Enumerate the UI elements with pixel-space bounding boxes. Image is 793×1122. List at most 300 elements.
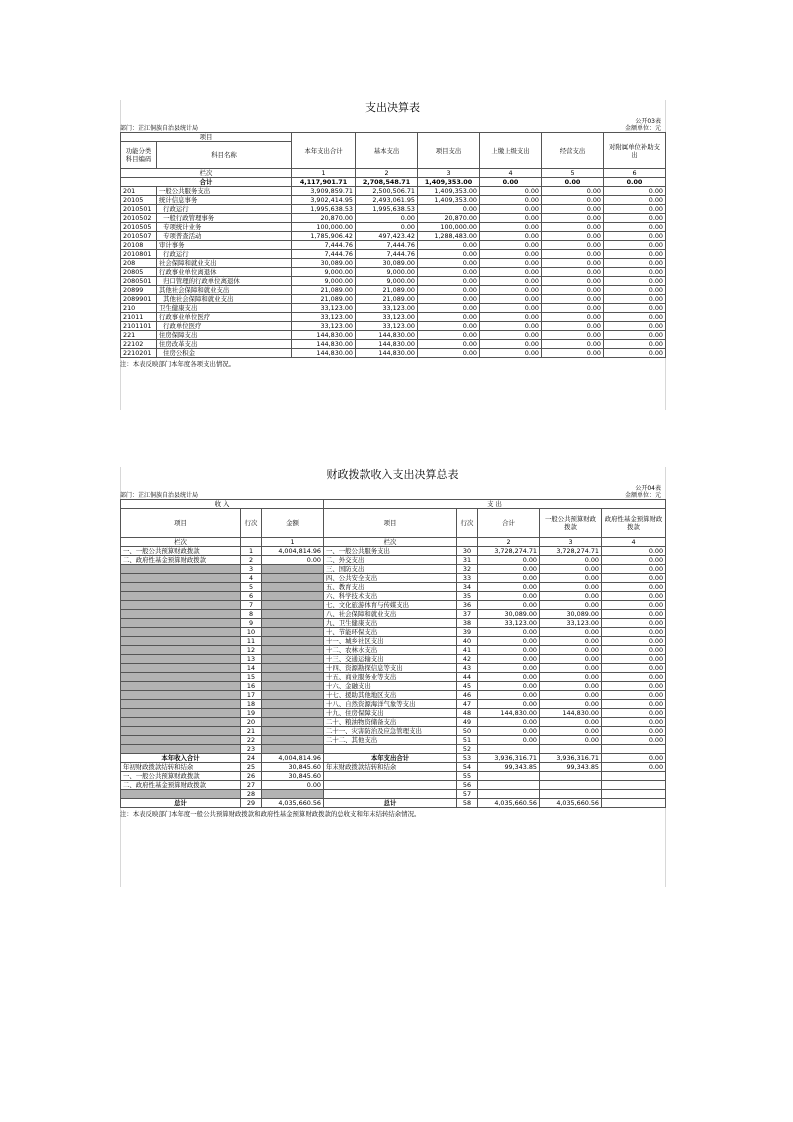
- income-item: [121, 646, 241, 655]
- table-row: [121, 250, 666, 259]
- row-value: 0.00: [542, 286, 604, 295]
- row-value: 1,409,353.00: [418, 187, 480, 196]
- expense-fund: 0.00: [602, 646, 666, 655]
- row-value: 0.00: [418, 304, 480, 313]
- row-value: 1,995,638.53: [356, 205, 418, 214]
- total-value: 0.00: [604, 178, 666, 187]
- total-label: 合计: [121, 178, 292, 187]
- expense-general: 33,123.00: [540, 619, 602, 628]
- row-value: 497,423.42: [356, 232, 418, 241]
- row-value: 7,444.76: [356, 250, 418, 259]
- row-code: 2010502: [121, 214, 157, 223]
- header-line: 行次: [457, 509, 478, 538]
- row-value: 0.00: [418, 259, 480, 268]
- expense-fund: 0.00: [602, 709, 666, 718]
- col-number: 2: [356, 169, 418, 178]
- income-item: 本年收入合计: [121, 754, 241, 763]
- row-value: 0.00: [542, 232, 604, 241]
- table-row: [121, 781, 666, 790]
- expense-general: [540, 781, 602, 790]
- expense-general: 3,728,274.71: [540, 547, 602, 556]
- lanci-label: 栏次: [121, 169, 292, 178]
- expense-total: 0.00: [478, 682, 540, 691]
- income-amount: 0.00: [262, 556, 324, 565]
- expense-total: 4,035,660.56: [478, 799, 540, 808]
- expense-total: 0.00: [478, 574, 540, 583]
- row-name: 归口管理的行政单位离退休: [157, 277, 292, 286]
- row-value: 0.00: [480, 250, 542, 259]
- table-row: [121, 313, 666, 322]
- row-value: 0.00: [480, 313, 542, 322]
- table-row: [121, 268, 666, 277]
- income-item: [121, 610, 241, 619]
- expense-header: 支 出: [324, 500, 666, 509]
- income-item: [121, 583, 241, 592]
- line-number: 8: [241, 610, 262, 619]
- table-row: [121, 592, 666, 601]
- expense-general: 3,936,316.71: [540, 754, 602, 763]
- header-item: 项目: [121, 509, 241, 538]
- line-number: 45: [457, 682, 478, 691]
- row-value: 33,123.00: [292, 304, 356, 313]
- income-item: [121, 691, 241, 700]
- line-number: 18: [241, 700, 262, 709]
- row-value: 144,830.00: [356, 349, 418, 358]
- expense-item: 十、节能环保支出: [324, 628, 457, 637]
- row-code: 2101101: [121, 322, 157, 331]
- income-amount: 4,004,814.96: [262, 547, 324, 556]
- total-value: 0.00: [542, 178, 604, 187]
- income-amount: 30,845.60: [262, 763, 324, 772]
- line-number: 42: [457, 655, 478, 664]
- expense-item: 十二、农林水支出: [324, 646, 457, 655]
- table-row: [121, 655, 666, 664]
- income-amount: [262, 637, 324, 646]
- table-row: [121, 718, 666, 727]
- col-number: 2: [478, 538, 540, 547]
- income-amount: 4,035,660.56: [262, 799, 324, 808]
- expense-general: 0.00: [540, 700, 602, 709]
- line-number: 7: [241, 601, 262, 610]
- line-number: 19: [241, 709, 262, 718]
- row-name: 住房改革支出: [157, 340, 292, 349]
- table-row: [121, 628, 666, 637]
- row-name: 行政运行: [157, 250, 292, 259]
- expense-total: 0.00: [478, 718, 540, 727]
- row-value: 144,830.00: [356, 331, 418, 340]
- table-row: [121, 583, 666, 592]
- row-value: 100,000.00: [418, 223, 480, 232]
- fiscal-summary-table: [120, 499, 666, 808]
- line-number: 14: [241, 664, 262, 673]
- total-value: 1,409,353.00: [418, 178, 480, 187]
- row-name: 行政事业单位医疗: [157, 313, 292, 322]
- expense-item: 十一、城乡社区支出: [324, 637, 457, 646]
- line-number: 31: [457, 556, 478, 565]
- line-number: 33: [457, 574, 478, 583]
- total-value: 4,117,901.71: [292, 178, 356, 187]
- row-value: 21,089.00: [356, 295, 418, 304]
- col-number: 6: [604, 169, 666, 178]
- form-number: 公开03表: [635, 118, 661, 125]
- lanci-label: 栏次: [324, 538, 457, 547]
- header-col: 经营支出: [542, 133, 604, 169]
- income-amount: [262, 574, 324, 583]
- row-name: 一般公共服务支出: [157, 187, 292, 196]
- row-code: 210: [121, 304, 157, 313]
- expense-general: 0.00: [540, 682, 602, 691]
- income-item: [121, 700, 241, 709]
- table-row: [121, 277, 666, 286]
- income-item: [121, 718, 241, 727]
- table-row: [121, 205, 666, 214]
- income-item: [121, 745, 241, 754]
- row-code: 20105: [121, 196, 157, 205]
- row-value: 0.00: [604, 241, 666, 250]
- expense-fund: 0.00: [602, 610, 666, 619]
- row-value: 20,870.00: [292, 214, 356, 223]
- row-value: 0.00: [542, 313, 604, 322]
- row-value: 2,500,506.71: [356, 187, 418, 196]
- income-item: [121, 664, 241, 673]
- income-amount: [262, 718, 324, 727]
- row-value: 0.00: [604, 250, 666, 259]
- table-row: [121, 295, 666, 304]
- expense-general: 0.00: [540, 655, 602, 664]
- expense-fund: 0.00: [602, 583, 666, 592]
- line-number: 52: [457, 745, 478, 754]
- row-value: 144,830.00: [356, 340, 418, 349]
- income-amount: 0.00: [262, 781, 324, 790]
- row-code: 2089901: [121, 295, 157, 304]
- expense-fund: 0.00: [602, 727, 666, 736]
- expense-total: 0.00: [478, 736, 540, 745]
- line-number: 17: [241, 691, 262, 700]
- expenditure-sheet: [120, 100, 665, 368]
- row-name: 统计信息事务: [157, 196, 292, 205]
- row-value: 0.00: [480, 286, 542, 295]
- row-code: 208: [121, 259, 157, 268]
- header-col: 对附属单位补助支出: [604, 133, 666, 169]
- line-number: 22: [241, 736, 262, 745]
- row-value: 0.00: [604, 322, 666, 331]
- income-item: 一、一般公共预算财政拨款: [121, 772, 241, 781]
- row-value: 9,000.00: [356, 277, 418, 286]
- row-value: 1,288,483.00: [418, 232, 480, 241]
- row-value: 0.00: [418, 349, 480, 358]
- expense-item: [324, 790, 457, 799]
- expense-fund: 0.00: [602, 700, 666, 709]
- row-code: 2080501: [121, 277, 157, 286]
- row-value: 0.00: [542, 241, 604, 250]
- row-value: 0.00: [604, 187, 666, 196]
- expense-general: 0.00: [540, 574, 602, 583]
- expense-general: 30,089.00: [540, 610, 602, 619]
- income-amount: [262, 736, 324, 745]
- expense-item: 六、科学技术支出: [324, 592, 457, 601]
- row-value: 0.00: [604, 349, 666, 358]
- expense-item: [324, 781, 457, 790]
- expense-total: [478, 745, 540, 754]
- row-value: 0.00: [604, 277, 666, 286]
- row-value: 9,000.00: [292, 277, 356, 286]
- row-value: 0.00: [542, 295, 604, 304]
- header-code: 功能分类科目编码: [121, 142, 157, 169]
- expense-total: 0.00: [478, 727, 540, 736]
- income-item: [121, 565, 241, 574]
- expense-fund: 0.00: [602, 655, 666, 664]
- income-item: [121, 790, 241, 799]
- expense-total: [478, 772, 540, 781]
- income-amount: [262, 745, 324, 754]
- row-value: 0.00: [480, 241, 542, 250]
- table-row: [121, 196, 666, 205]
- row-value: 0.00: [542, 205, 604, 214]
- line-number: 29: [241, 799, 262, 808]
- header-project: 项目: [121, 133, 292, 142]
- expense-fund: 0.00: [602, 664, 666, 673]
- row-code: 221: [121, 331, 157, 340]
- expense-total: 0.00: [478, 691, 540, 700]
- row-code: 20108: [121, 241, 157, 250]
- line-number: 10: [241, 628, 262, 637]
- income-item: [121, 727, 241, 736]
- row-value: 3,909,859.71: [292, 187, 356, 196]
- row-value: 0.00: [604, 259, 666, 268]
- table-row: [121, 700, 666, 709]
- expense-item: 年末财政拨款结转和结余: [324, 763, 457, 772]
- header-item: 项目: [324, 509, 457, 538]
- row-value: 30,089.00: [292, 259, 356, 268]
- line-number: 53: [457, 754, 478, 763]
- row-code: 20899: [121, 286, 157, 295]
- table-row: [121, 322, 666, 331]
- row-value: 0.00: [542, 196, 604, 205]
- col-number: 3: [540, 538, 602, 547]
- table-row: [121, 799, 666, 808]
- income-amount: 30,845.60: [262, 772, 324, 781]
- table-row: [121, 565, 666, 574]
- line-number: 23: [241, 745, 262, 754]
- table-row: [121, 259, 666, 268]
- line-number: 13: [241, 655, 262, 664]
- row-name: 行政单位医疗: [157, 322, 292, 331]
- row-value: 0.00: [418, 268, 480, 277]
- row-value: 0.00: [480, 268, 542, 277]
- row-name: 卫生健康支出: [157, 304, 292, 313]
- expense-total: 0.00: [478, 583, 540, 592]
- line-number: 46: [457, 691, 478, 700]
- table-row: [121, 232, 666, 241]
- row-value: 0.00: [542, 322, 604, 331]
- expense-fund: [602, 799, 666, 808]
- row-value: 144,830.00: [292, 331, 356, 340]
- row-value: 33,123.00: [292, 322, 356, 331]
- income-item: 二、政府性基金预算财政拨款: [121, 781, 241, 790]
- table-note: 注：本表反映部门本年度一般公共预算财政拨款和政府性基金预算财政拨款的总收支和年末结转结余情况。: [120, 810, 421, 818]
- sheet-meta: [120, 483, 665, 499]
- expense-item: 十八、自然资源海洋气象等支出: [324, 700, 457, 709]
- row-name: 审计事务: [157, 241, 292, 250]
- expense-total: 3,936,316.71: [478, 754, 540, 763]
- income-amount: [262, 691, 324, 700]
- row-value: 9,000.00: [356, 268, 418, 277]
- row-value: 33,123.00: [356, 313, 418, 322]
- line-number: 41: [457, 646, 478, 655]
- expense-item: 十三、交通运输支出: [324, 655, 457, 664]
- line-number: 51: [457, 736, 478, 745]
- col-number: 4: [480, 169, 542, 178]
- expense-total: 0.00: [478, 592, 540, 601]
- expense-item: 总计: [324, 799, 457, 808]
- table-row: [121, 772, 666, 781]
- expense-item: 五、教育支出: [324, 583, 457, 592]
- row-code: 21011: [121, 313, 157, 322]
- row-value: 0.00: [604, 232, 666, 241]
- expense-fund: 0.00: [602, 673, 666, 682]
- header-line: 行次: [241, 509, 262, 538]
- row-value: 0.00: [542, 214, 604, 223]
- line-number: 3: [241, 565, 262, 574]
- expense-total: 0.00: [478, 628, 540, 637]
- header-col: 项目支出: [418, 133, 480, 169]
- expense-item: 七、文化旅游体育与传媒支出: [324, 601, 457, 610]
- row-name: 其他社会保障和就业支出: [157, 295, 292, 304]
- header-general: 一般公共预算财政拨款: [540, 509, 602, 538]
- expense-general: 0.00: [540, 718, 602, 727]
- expense-item: 二十二、其他支出: [324, 736, 457, 745]
- table-row: [121, 574, 666, 583]
- table-row: [121, 673, 666, 682]
- income-item: 总计: [121, 799, 241, 808]
- line-number: 15: [241, 673, 262, 682]
- expense-fund: 0.00: [602, 565, 666, 574]
- expense-total: 99,343.85: [478, 763, 540, 772]
- row-value: 0.00: [542, 250, 604, 259]
- line-number: 54: [457, 763, 478, 772]
- row-value: 0.00: [480, 277, 542, 286]
- row-code: 201: [121, 187, 157, 196]
- row-code: 2010507: [121, 232, 157, 241]
- row-value: 2,493,061.95: [356, 196, 418, 205]
- income-amount: [262, 727, 324, 736]
- row-value: 0.00: [418, 313, 480, 322]
- expense-general: 0.00: [540, 583, 602, 592]
- col-number: 1: [292, 169, 356, 178]
- income-amount: [262, 646, 324, 655]
- line-number: 56: [457, 781, 478, 790]
- expense-total: 3,728,274.71: [478, 547, 540, 556]
- line-number: 48: [457, 709, 478, 718]
- table-row: [121, 682, 666, 691]
- row-value: 7,444.76: [356, 241, 418, 250]
- expense-item: 十七、援助其他地区支出: [324, 691, 457, 700]
- row-value: 0.00: [542, 331, 604, 340]
- expense-general: 0.00: [540, 601, 602, 610]
- table-row: [121, 763, 666, 772]
- line-number: 34: [457, 583, 478, 592]
- row-value: 0.00: [604, 313, 666, 322]
- income-amount: [262, 664, 324, 673]
- row-value: 7,444.76: [292, 241, 356, 250]
- expense-item: 二十、粮油物资储备支出: [324, 718, 457, 727]
- row-value: 9,000.00: [292, 268, 356, 277]
- dept-label: 部门：芷江侗族自治县统计局: [120, 125, 199, 132]
- row-value: 0.00: [480, 223, 542, 232]
- expense-fund: [602, 772, 666, 781]
- line-number: 39: [457, 628, 478, 637]
- expense-general: [540, 745, 602, 754]
- row-value: 0.00: [542, 187, 604, 196]
- expense-total: 0.00: [478, 664, 540, 673]
- row-name: 社会保障和就业支出: [157, 259, 292, 268]
- income-amount: [262, 655, 324, 664]
- expense-item: 四、公共安全支出: [324, 574, 457, 583]
- row-value: 0.00: [480, 214, 542, 223]
- row-value: 0.00: [480, 331, 542, 340]
- table-row: [121, 646, 666, 655]
- row-value: 33,123.00: [356, 322, 418, 331]
- line-number: 58: [457, 799, 478, 808]
- expense-item: 二、外交支出: [324, 556, 457, 565]
- row-name: 专项普查活动: [157, 232, 292, 241]
- header-col: 上缴上级支出: [480, 133, 542, 169]
- line-number: 32: [457, 565, 478, 574]
- table-row: [121, 340, 666, 349]
- row-value: 144,830.00: [292, 340, 356, 349]
- expense-fund: [602, 781, 666, 790]
- row-value: 0.00: [480, 187, 542, 196]
- row-value: 0.00: [542, 349, 604, 358]
- row-value: 33,123.00: [292, 313, 356, 322]
- table-row: [121, 547, 666, 556]
- lanci-label: 栏次: [121, 538, 241, 547]
- expense-total: 144,830.00: [478, 709, 540, 718]
- table-row: [121, 556, 666, 565]
- line-number: 5: [241, 583, 262, 592]
- expense-item: 三、国防支出: [324, 565, 457, 574]
- table-row: [121, 745, 666, 754]
- income-item: [121, 619, 241, 628]
- expense-general: 0.00: [540, 565, 602, 574]
- row-name: 其他社会保障和就业支出: [157, 286, 292, 295]
- expense-item: [324, 772, 457, 781]
- table-row: [121, 304, 666, 313]
- row-value: 0.00: [480, 304, 542, 313]
- expense-item: [324, 745, 457, 754]
- row-value: 0.00: [542, 223, 604, 232]
- row-value: 0.00: [480, 205, 542, 214]
- line-number: 55: [457, 772, 478, 781]
- col-number: 1: [262, 538, 324, 547]
- row-value: 0.00: [480, 349, 542, 358]
- row-value: 21,089.00: [292, 295, 356, 304]
- row-value: 0.00: [480, 322, 542, 331]
- row-value: 0.00: [604, 340, 666, 349]
- expense-general: 0.00: [540, 664, 602, 673]
- table-row: [121, 601, 666, 610]
- expense-general: 0.00: [540, 646, 602, 655]
- expense-fund: 0.00: [602, 763, 666, 772]
- row-value: 0.00: [604, 205, 666, 214]
- expense-general: 0.00: [540, 727, 602, 736]
- table-row: [121, 286, 666, 295]
- income-item: 二、政府性基金预算财政拨款: [121, 556, 241, 565]
- table-row: [121, 619, 666, 628]
- line-number: 50: [457, 727, 478, 736]
- row-value: 0.00: [604, 304, 666, 313]
- expense-total: 33,123.00: [478, 619, 540, 628]
